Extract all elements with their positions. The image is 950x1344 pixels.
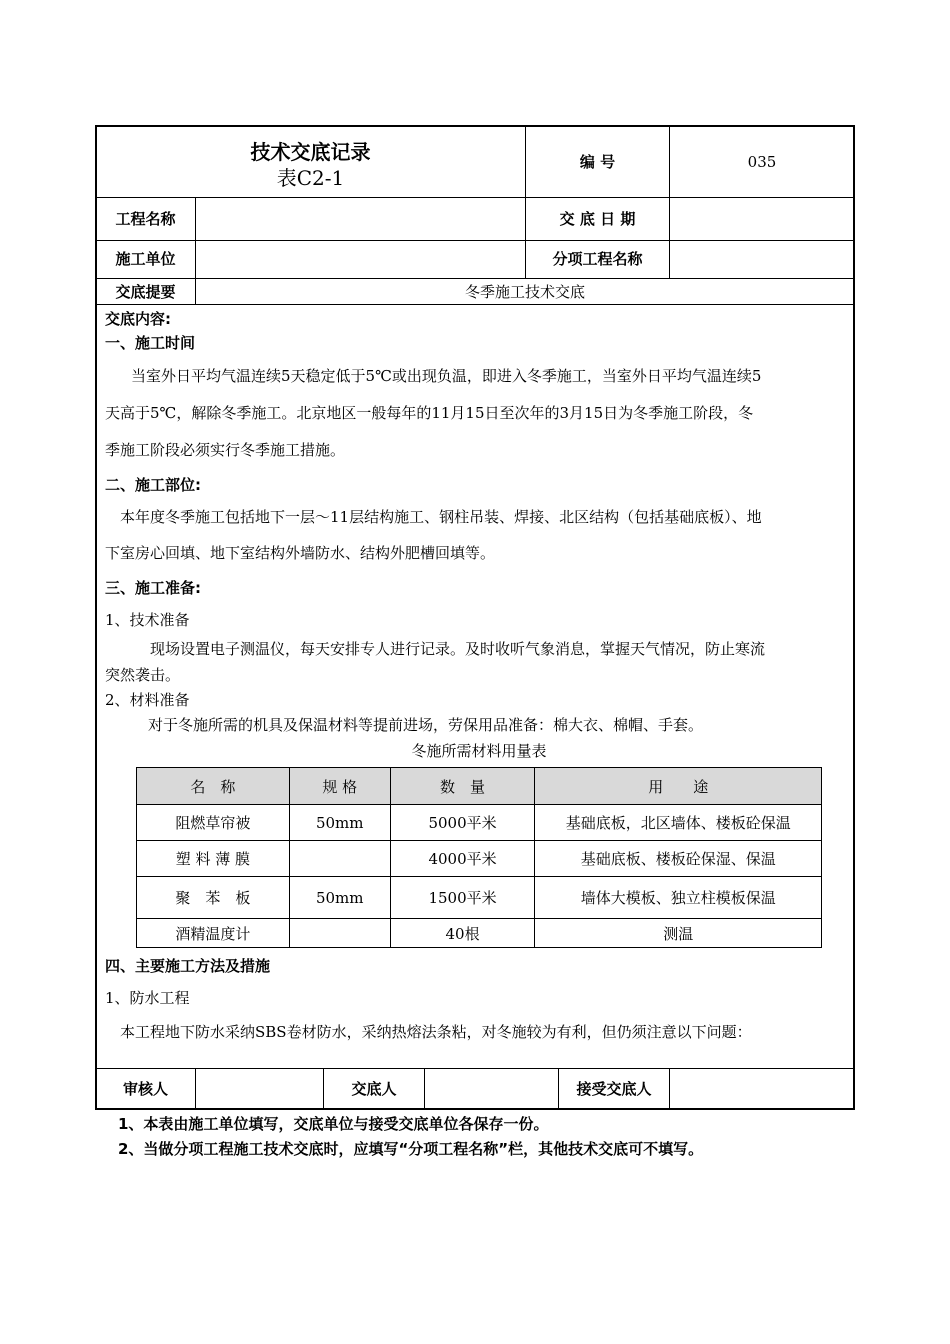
table-cell: 墙体大模板、独立柱模板保温 [535,877,822,919]
unit-label: 施工单位 [115,250,176,268]
table-cell [289,841,390,877]
materials-table [136,767,822,948]
table-title: 冬施所需材料用量表 [411,742,547,760]
table-cell: 5000平米 [390,805,535,841]
table-cell: 基础底板、楼板砼保湿、保温 [535,841,822,877]
table-cell [289,919,390,948]
section-1-title: 一、施工时间 [105,334,196,352]
section-3-sub-1-text: 突然袭击。 [105,666,181,684]
divider [195,1068,196,1109]
table-header-cell: 数 量 [390,768,535,805]
divider [96,1068,854,1069]
table-cell: 测温 [535,919,822,948]
table-cell: 基础底板，北区墙体、楼板砼保温 [535,805,822,841]
section-1-text: 天高于5℃，解除冬季施工。北京地区一般每年的11月15日至次年的3月15日为冬季施工阶段，冬 [105,404,754,422]
table-cell: 聚 苯 板 [137,877,290,919]
section-3-sub-2: 2、材料准备 [105,691,190,709]
section-4-title: 四、主要施工方法及措施 [105,957,271,975]
section-2-title: 二、施工部位: [105,476,201,494]
section-4-sub-1-text: 本工程地下防水采纳SBS卷材防水，采纳热熔法条粘，对冬施较为有利，但仍须注意以下问题： [120,1023,752,1041]
summary-label: 交底提要 [115,283,176,301]
subproject-label: 分项工程名称 [552,250,643,268]
footnote-1: 1、本表由施工单位填写，交底单位与接受交底单位各保存一份。 [118,1115,549,1133]
divider [424,1068,425,1109]
table-cell: 塑 料 薄 膜 [137,841,290,877]
table-header-cell: 用 途 [535,768,822,805]
section-4-sub-1: 1、防水工程 [105,989,190,1007]
number-value[interactable]: 035 [747,153,777,171]
table-cell: 1500平米 [390,877,535,919]
table-header-row [137,768,822,805]
divider [96,304,854,305]
table-cell: 50mm [289,805,390,841]
footnote-2: 2、当做分项工程施工技术交底时，应填写“分项工程名称”栏，其他技术交底可不填写。 [118,1140,704,1158]
divider [96,197,854,198]
table-header-cell: 名 称 [137,768,290,805]
number-label: 编 号 [579,153,616,171]
content-heading: 交底内容: [105,310,171,328]
section-2-text: 本年度冬季施工包括地下一层～11层结构施工、钢柱吊装、焊接、北区结构（包括基础底板）、地 [120,508,762,526]
section-2-text: 下室房心回填、地下室结构外墙防水、结构外肥槽回填等。 [105,544,496,562]
section-3-title: 三、施工准备: [105,579,201,597]
section-3-sub-1: 1、技术准备 [105,611,190,629]
table-row [137,919,822,948]
section-1-text: 季施工阶段必须实行冬季施工措施。 [105,441,346,459]
table-row [137,877,822,919]
table-row [137,805,822,841]
date-label: 交 底 日 期 [559,210,636,228]
reviewer-label: 审核人 [122,1080,168,1098]
summary-value[interactable]: 冬季施工技术交底 [464,283,585,301]
divider [669,1068,670,1109]
divider [96,278,854,279]
discloser-label: 交底人 [351,1080,397,1098]
form-title: 技术交底记录 [250,140,371,164]
divider [669,126,670,278]
section-3-sub-1-text: 现场设置电子测温仪，每天安排专人进行记录。及时收听气象消息，掌握天气情况，防止寒流 [150,640,766,658]
form-subtitle: 表C2-1 [276,166,345,190]
section-1-text: 当室外日平均气温连续5天稳定低于5℃或出现负温，即进入冬季施工，当室外日平均气温连续5 [131,367,762,385]
section-3-sub-2-text: 对于冬施所需的机具及保温材料等提前进场，劳保用品准备：棉大衣、棉帽、手套。 [148,716,704,734]
table-cell: 4000平米 [390,841,535,877]
table-cell: 50mm [289,877,390,919]
table-cell: 酒精温度计 [137,919,290,948]
table-header-cell: 规 格 [289,768,390,805]
project-name-label: 工程名称 [115,210,176,228]
divider [96,240,854,241]
table-cell: 40根 [390,919,535,948]
table-row [137,841,822,877]
table-cell: 阻燃草帘被 [137,805,290,841]
receiver-label: 接受交底人 [576,1080,652,1098]
